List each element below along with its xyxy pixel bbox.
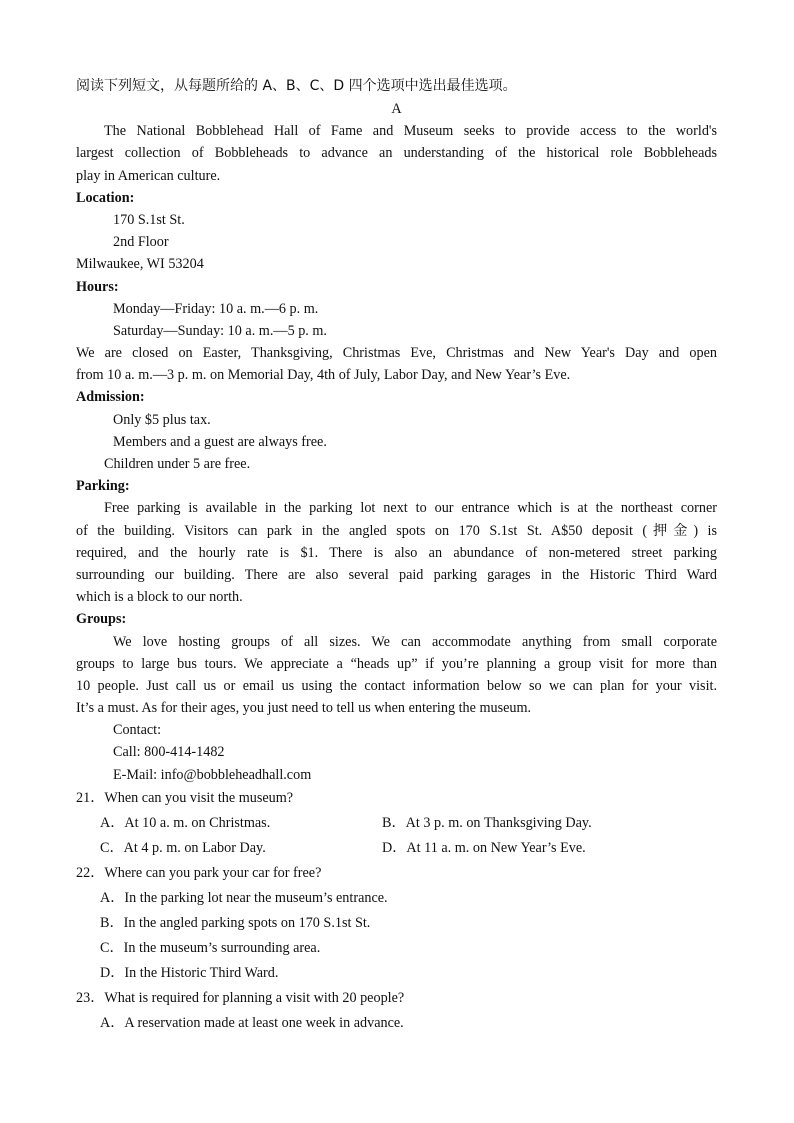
parking-line: which is a block to our north. bbox=[76, 589, 243, 606]
answer-option: A．In the parking lot near the museum’s entrance. bbox=[100, 889, 388, 906]
hours-weekend: Saturday—Sunday: 10 a. m.—5 p. m. bbox=[113, 322, 327, 339]
answer-option: B．At 3 p. m. on Thanksgiving Day. bbox=[382, 814, 592, 831]
intro-paragraph bbox=[76, 120, 717, 187]
hours-closed-line: We are closed on Easter, Thanksgiving, Christmas Eve, Christmas and New Year's Day and open bbox=[76, 345, 717, 362]
question-stem: 21．When can you visit the museum? bbox=[76, 789, 294, 806]
parking-line: Free parking is available in the parking lot next to our entrance which is at the northeast corner bbox=[104, 500, 717, 517]
location-line: 2nd Floor bbox=[113, 234, 169, 251]
contact-email: E-Mail: info@bobbleheadhall.com bbox=[113, 766, 312, 783]
contact-phone: Call: 800-414-1482 bbox=[113, 744, 225, 761]
intro-line: play in American culture. bbox=[76, 167, 221, 184]
answer-option: C．At 4 p. m. on Labor Day. bbox=[100, 839, 266, 856]
answer-option: D．In the Historic Third Ward. bbox=[100, 964, 279, 981]
instruction-text: 阅读下列短文，从每题所给的 A、B、C、D 四个选项中选出最佳选项。 bbox=[76, 78, 517, 94]
parking-section bbox=[76, 475, 717, 608]
groups-line: We love hosting groups of all sizes. We can accommodate anything from small corporate bbox=[113, 633, 717, 650]
parking-line: of the building. Visitors can park in the angled spots on 170 S.1st St. A$50 deposit (押金) is bbox=[76, 522, 717, 539]
option-row bbox=[76, 811, 717, 836]
groups-line: groups to large bus tours. We appreciate a “heads up” if you’re planning a group visit for more than bbox=[76, 655, 717, 672]
admission-line: Only $5 plus tax. bbox=[113, 411, 211, 428]
parking-line: surrounding our building. There are also several paid parking garages in the Historic Third Ward bbox=[76, 566, 717, 583]
location-line: Milwaukee, WI 53204 bbox=[76, 256, 204, 273]
intro-line: largest collection of Bobbleheads to advance an understanding of the historical role Bobbleheads bbox=[76, 145, 717, 162]
answer-option: D．At 11 a. m. on New Year’s Eve. bbox=[382, 839, 586, 856]
parking-line: required, and the hourly rate is $1. There is also an abundance of non-metered street parking bbox=[76, 544, 717, 561]
location-heading: Location: bbox=[76, 189, 135, 206]
hours-closed-line: from 10 a. m.—3 p. m. on Memorial Day, 4th of July, Labor Day, and New Year’s Eve. bbox=[76, 367, 571, 384]
option-row bbox=[76, 836, 717, 861]
contact-label: Contact: bbox=[113, 722, 162, 739]
question-stem: 22．Where can you park your car for free? bbox=[76, 864, 322, 881]
groups-section bbox=[76, 608, 717, 786]
answer-option: A．A reservation made at least one week in advance. bbox=[100, 1014, 404, 1031]
location-line: 170 S.1st St. bbox=[113, 211, 185, 228]
questions-section bbox=[76, 786, 717, 1036]
parking-heading: Parking: bbox=[76, 478, 130, 495]
hours-weekday: Monday—Friday: 10 a. m.—6 p. m. bbox=[113, 300, 319, 317]
hours-section bbox=[76, 276, 717, 387]
answer-option: C．In the museum’s surrounding area. bbox=[100, 939, 321, 956]
admission-line: Members and a guest are always free. bbox=[113, 433, 327, 450]
document-page bbox=[76, 74, 717, 1036]
question-stem: 23．What is required for planning a visit with 20 people? bbox=[76, 989, 405, 1006]
section-label: A bbox=[391, 101, 402, 117]
admission-line: Children under 5 are free. bbox=[104, 456, 251, 472]
admission-section bbox=[76, 386, 717, 475]
location-section bbox=[76, 187, 717, 276]
answer-option: A．At 10 a. m. on Christmas. bbox=[100, 814, 271, 831]
answer-option: B．In the angled parking spots on 170 S.1st St. bbox=[100, 914, 371, 931]
groups-heading: Groups: bbox=[76, 611, 127, 628]
hours-heading: Hours: bbox=[76, 278, 119, 295]
groups-line: 10 people. Just call us or email us using the contact information below so we can plan for your visit. bbox=[76, 677, 717, 694]
intro-line: The National Bobblehead Hall of Fame and Museum seeks to provide access to the world's bbox=[104, 123, 717, 140]
groups-line: It’s a must. As for their ages, you just need to tell us when entering the museum. bbox=[76, 700, 532, 717]
admission-heading: Admission: bbox=[76, 389, 145, 406]
